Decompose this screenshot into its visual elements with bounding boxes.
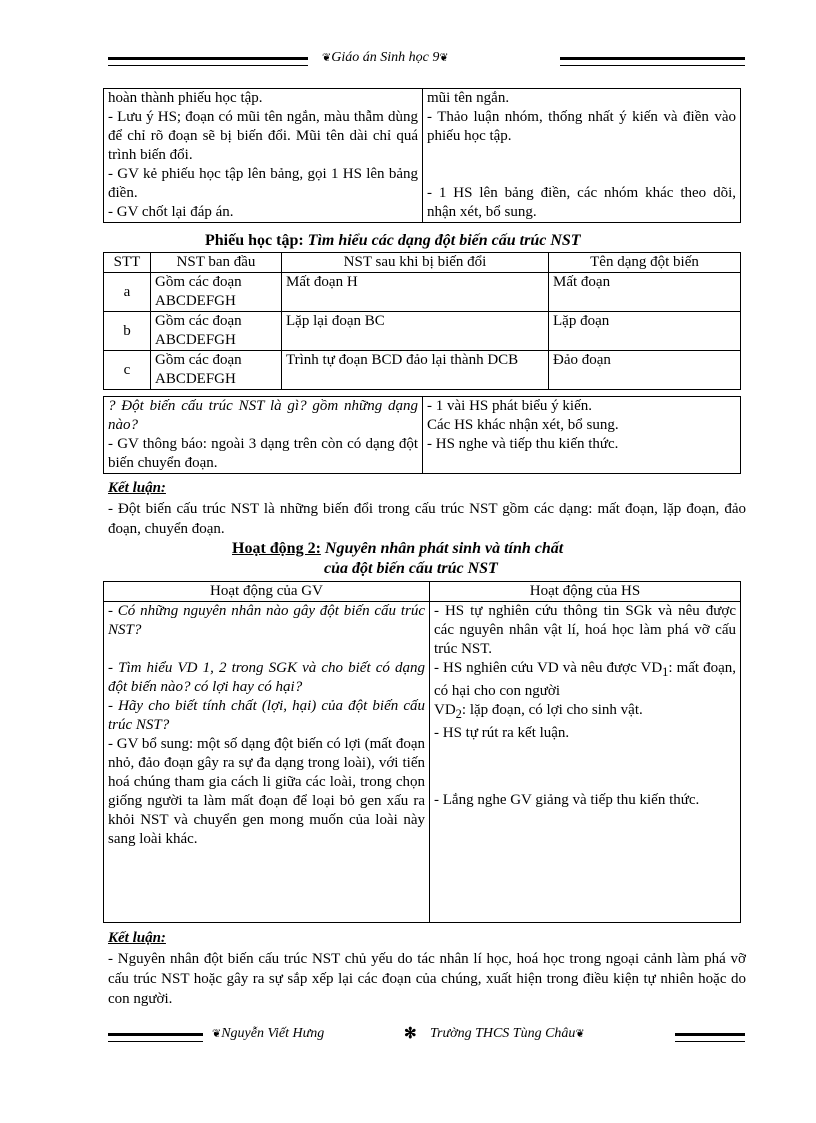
footer-author: ❦Nguyễn Viết Hưng [212,1026,325,1041]
worksheet-title: Phiếu học tập: Tìm hiểu các dạng đột biến cấu trúc NST [205,232,581,249]
flower-icon: ❦ [322,51,332,64]
question-right-cell: - 1 vài HS phát biểu ý kiến. Các HS khác nhận xét, bổ sung. - HS nghe và tiếp thu kiến thức. [423,397,741,474]
conclusion-2-text: - Nguyên nhân đột biến cấu trúc NST chủ yếu do tác nhân lí học, hoá học trong ngoại cảnh làm phá vỡ cấu trúc NST hoặc gây ra sự sắp xếp lại các đoạn của chúng, xuất hiện trong điều kiện tự nhiên hoặc do con người. [108,951,746,1007]
question-left-cell: ? Đột biến cấu trúc NST là gì? gồm những dạng nào? - GV thông báo: ngoài 3 dạng trên còn có dạng đột biến chuyển đoạn. [104,397,423,474]
top-right-cell: mũi tên ngắn. - Thảo luận nhóm, thống nhất ý kiến và điền vào phiếu học tập. - 1 HS lên bảng điền, các nhóm khác theo dõi, nhận xét, bổ sung. [423,89,741,223]
footer-rule-left [108,1033,203,1042]
footer-rule-right [675,1033,745,1042]
worksheet-table [103,252,741,390]
header-title: ❦Giáo án Sinh học 9❦ [322,50,449,65]
hs-activity-cell: - HS tự nghiên cứu thông tin SGk và nêu được các nguyên nhân vật lí, hoá học làm phá vỡ cấu trúc NST. - HS nghiên cứu VD và nêu được $VD_1$: mất đoạn, có hại cho con người $VD_2$: lặp đoạn, có lợi cho sinh vật. - HS tự rút ra kết luận. - Lắng nghe GV giảng và tiếp thu kiến thức. [430,602,741,923]
activity-2-title: Hoạt động 2: Nguyên nhân phát sinh và tính chất [232,540,564,557]
table-row: b Gồm các đoạn ABCDEFGH Lặp lại đoạn BC Lặp đoạn [104,312,741,351]
gv-activity-cell: - Có những nguyên nhân nào gây đột biến cấu trúc NST? - Tìm hiểu VD 1, 2 trong SGK và cho biết có dạng đột biến nào? có lợi hay có hại? - Hãy cho biết tính chất (lợi, hại) của đột biến cấu trúc NST? - GV bổ sung: một số dạng đột biến có lợi (mất đoạn nhỏ, đảo đoạn gây ra sự đa dạng trong loài), với tiến hoá chúng tham gia cách li giữa các loài, trong chọn giống người ta làm mất đoạn để loại bỏ gen xấu ra khỏi NST và chuyển gen mong muốn của loài này sang loài khác. [104,602,430,923]
top-activity-table [103,88,741,223]
table-row: c Gồm các đoạn ABCDEFGH Trình tự đoạn BCD đảo lại thành DCB Đảo đoạn [104,351,741,390]
conclusion-2-label: Kết luận: [108,930,166,946]
activity-2-table [103,581,741,923]
activity-header-row: Hoạt động của GV Hoạt động của HS [104,582,741,602]
flower-icon: ❦ [439,51,449,64]
flower-icon: ❦ [212,1027,222,1040]
footer-school: Trường THCS Tùng Châu❦ [430,1026,585,1041]
worksheet-header-row: STT NST ban đầu NST sau khi bị biến đổi Tên dạng đột biến [104,253,741,273]
question-table [103,396,741,474]
flower-icon: ❦ [575,1027,585,1040]
header-rule-right [560,57,745,66]
conclusion-text: - Đột biến cấu trúc NST là những biến đổi trong cấu trúc NST gồm các dạng: mất đoạn, lặp đoạn, đảo đoạn, chuyển đoạn. [108,501,746,537]
top-left-cell: hoàn thành phiếu học tập. - Lưu ý HS; đoạn có mũi tên ngắn, màu thẫm dùng để chỉ rõ đoạn sẽ bị biến đổi. Mũi tên dài chỉ quá trình biến đổi. - GV kẻ phiếu học tập lên bảng, gọi 1 HS lên bảng điền. - GV chốt lại đáp án. [104,89,423,223]
header-rule-left [108,57,308,66]
conclusion-label: Kết luận: [108,480,166,496]
activity-2-title-line2: của đột biến cấu trúc NST [324,560,498,577]
footer-star-icon: ✻ [404,1026,417,1042]
table-row: a Gồm các đoạn ABCDEFGH Mất đoạn H Mất đoạn [104,273,741,312]
